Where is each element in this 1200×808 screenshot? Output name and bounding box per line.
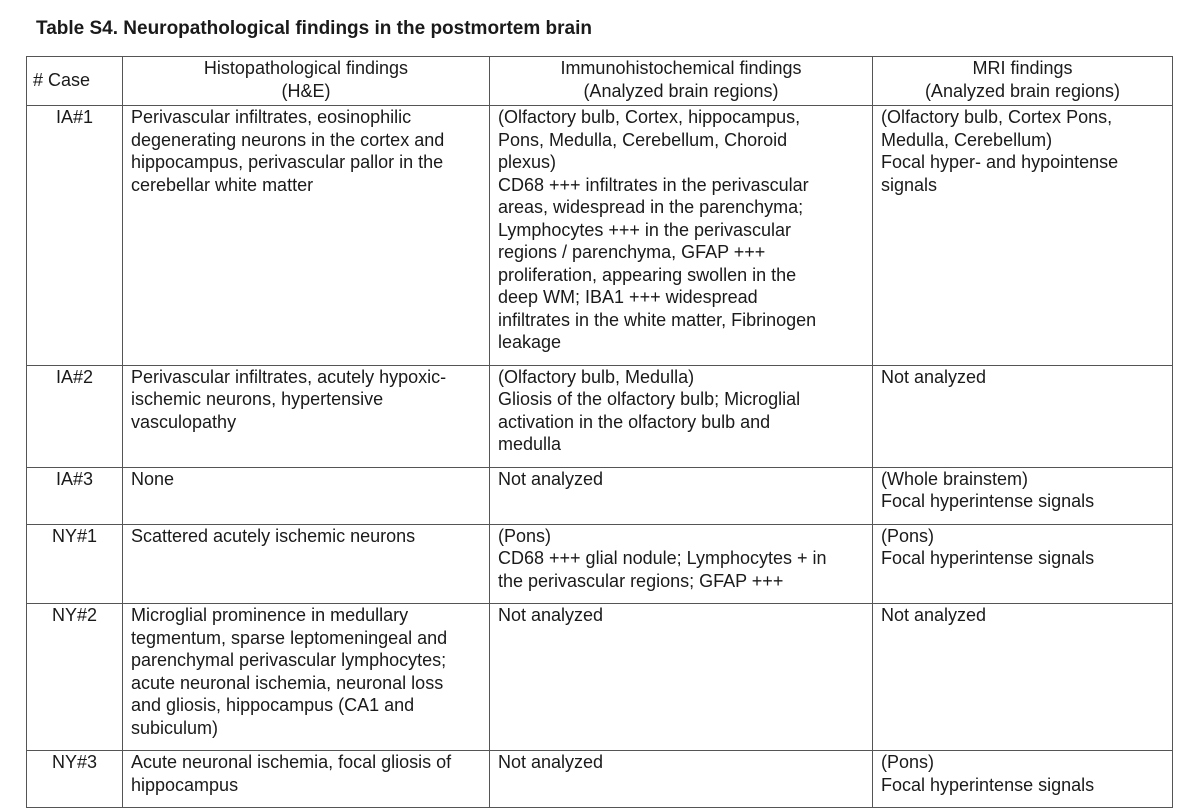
case-cell: NY#1 xyxy=(27,524,123,604)
cell-text-line: Acute neuronal ischemia, focal gliosis of xyxy=(131,752,452,772)
cell-text-line: degenerating neurons in the cortex and xyxy=(131,129,445,150)
table-body xyxy=(27,106,1173,808)
header-histopathological-line: (H&E) xyxy=(281,80,331,101)
cell-text-line: Focal hyperintense signals xyxy=(881,548,1095,568)
cell-text-line: ischemic neurons, hypertensive xyxy=(131,389,384,409)
table-row xyxy=(27,467,1173,524)
cell-text-line: parenchymal perivascular lymphocytes; xyxy=(131,650,447,670)
cell-text-line: (Olfactory bulb, Cortex, hippocampus, xyxy=(498,107,801,127)
immunohistochemical-cell xyxy=(490,106,873,366)
cell-text-line: Focal hyperintense signals xyxy=(881,774,1095,795)
cell-text-line: subiculum) xyxy=(131,717,219,738)
cell-text-line: (Pons) xyxy=(881,525,935,546)
cell-text-line: Scattered acutely ischemic neurons xyxy=(131,525,416,546)
table-row xyxy=(27,751,1173,808)
cell-text-line: Not analyzed xyxy=(498,605,604,625)
cell-text-line: Perivascular infiltrates, eosinophilic xyxy=(131,107,412,127)
histopathological-cell xyxy=(123,751,490,808)
mri-cell xyxy=(873,524,1173,604)
histopathological-cell xyxy=(123,524,490,604)
cell-text-line: (Olfactory bulb, Cortex Pons, xyxy=(881,107,1113,127)
mri-cell xyxy=(873,604,1173,751)
case-cell: IA#3 xyxy=(27,467,123,524)
cell-text-line: (Whole brainstem) xyxy=(881,468,1029,489)
table-row xyxy=(27,604,1173,751)
cell-text-line: and gliosis, hippocampus (CA1 and xyxy=(131,695,415,715)
mri-cell xyxy=(873,365,1173,467)
cell-text-line: CD68 +++ infiltrates in the perivascular xyxy=(498,174,809,195)
histopathological-cell xyxy=(123,365,490,467)
mri-cell xyxy=(873,751,1173,808)
immunohistochemical-cell xyxy=(490,751,873,808)
header-row xyxy=(27,57,1173,106)
cell-text-line: hippocampus xyxy=(131,774,239,795)
cell-text-line: infiltrates in the white matter, Fibrinogen xyxy=(498,309,817,330)
cell-text-line: Focal hyper- and hypointense xyxy=(881,152,1119,172)
immunohistochemical-cell xyxy=(490,365,873,467)
immunohistochemical-cell xyxy=(490,467,873,524)
cell-text-line: tegmentum, sparse leptomeningeal and xyxy=(131,627,448,648)
header-mri-line: MRI findings xyxy=(972,58,1073,78)
cell-text-line: hippocampus, perivascular pallor in the xyxy=(131,152,444,172)
cell-text-line: Not analyzed xyxy=(498,752,604,772)
table-row xyxy=(27,365,1173,467)
header-case: # Case xyxy=(27,57,123,106)
cell-text-line: None xyxy=(131,468,175,489)
cell-text-line: cerebellar white matter xyxy=(131,174,314,195)
cell-text-line: proliferation, appearing swollen in the xyxy=(498,264,797,285)
case-cell: NY#3 xyxy=(27,751,123,808)
cell-text-line: medulla xyxy=(498,434,562,454)
cell-text-line: Pons, Medulla, Cerebellum, Choroid xyxy=(498,129,788,150)
header-immunohistochemical xyxy=(490,57,873,106)
cell-text-line: Not analyzed xyxy=(881,366,987,387)
table-title: Table S4. Neuropathological findings in the postmortem brain xyxy=(36,18,592,39)
cell-text-line: Not analyzed xyxy=(881,605,987,625)
cell-text-line: signals xyxy=(881,174,938,195)
mri-cell xyxy=(873,106,1173,366)
cell-text-line: (Pons) xyxy=(881,752,935,772)
case-cell: IA#2 xyxy=(27,365,123,467)
cell-text-line: Gliosis of the olfactory bulb; Microglial xyxy=(498,389,801,409)
cell-text-line: activation in the olfactory bulb and xyxy=(498,411,771,432)
cell-text-line: Medulla, Cerebellum) xyxy=(881,129,1053,150)
cell-text-line: Not analyzed xyxy=(498,468,604,489)
cell-text-line: CD68 +++ glial nodule; Lymphocytes + in xyxy=(498,548,827,568)
immunohistochemical-cell xyxy=(490,604,873,751)
header-histopathological-line: Histopathological findings xyxy=(203,58,409,78)
histopathological-cell xyxy=(123,467,490,524)
cell-text-line: regions / parenchyma, GFAP +++ xyxy=(498,242,766,262)
case-cell: IA#1 xyxy=(27,106,123,366)
cell-text-line: vasculopathy xyxy=(131,411,237,432)
histopathological-cell xyxy=(123,604,490,751)
cell-text-line: Microglial prominence in medullary xyxy=(131,605,409,625)
header-immunohistochemical-line: Immunohistochemical findings xyxy=(560,58,802,78)
mri-cell xyxy=(873,467,1173,524)
cell-text-line: Perivascular infiltrates, acutely hypoxic- xyxy=(131,366,447,387)
cell-text-line: Focal hyperintense signals xyxy=(881,491,1095,511)
immunohistochemical-cell xyxy=(490,524,873,604)
header-mri-line: (Analyzed brain regions) xyxy=(924,80,1121,101)
header-mri xyxy=(873,57,1173,106)
cell-text-line: acute neuronal ischemia, neuronal loss xyxy=(131,672,444,693)
cell-text-line: deep WM; IBA1 +++ widespread xyxy=(498,287,758,307)
cell-text-line: areas, widespread in the parenchyma; xyxy=(498,197,804,217)
header-immunohistochemical-line: (Analyzed brain regions) xyxy=(583,80,779,101)
case-cell: NY#2 xyxy=(27,604,123,751)
cell-text-line: (Olfactory bulb, Medulla) xyxy=(498,366,695,387)
cell-text-line: the perivascular regions; GFAP +++ xyxy=(498,570,784,591)
table-row xyxy=(27,106,1173,366)
cell-text-line: Lymphocytes +++ in the perivascular xyxy=(498,219,791,240)
cell-text-line: leakage xyxy=(498,332,562,352)
cell-text-line: plexus) xyxy=(498,152,557,172)
table-row xyxy=(27,524,1173,604)
cell-text-line: (Pons) xyxy=(498,525,552,546)
histopathological-cell xyxy=(123,106,490,366)
header-histopathological xyxy=(123,57,490,106)
findings-table xyxy=(26,56,1173,808)
